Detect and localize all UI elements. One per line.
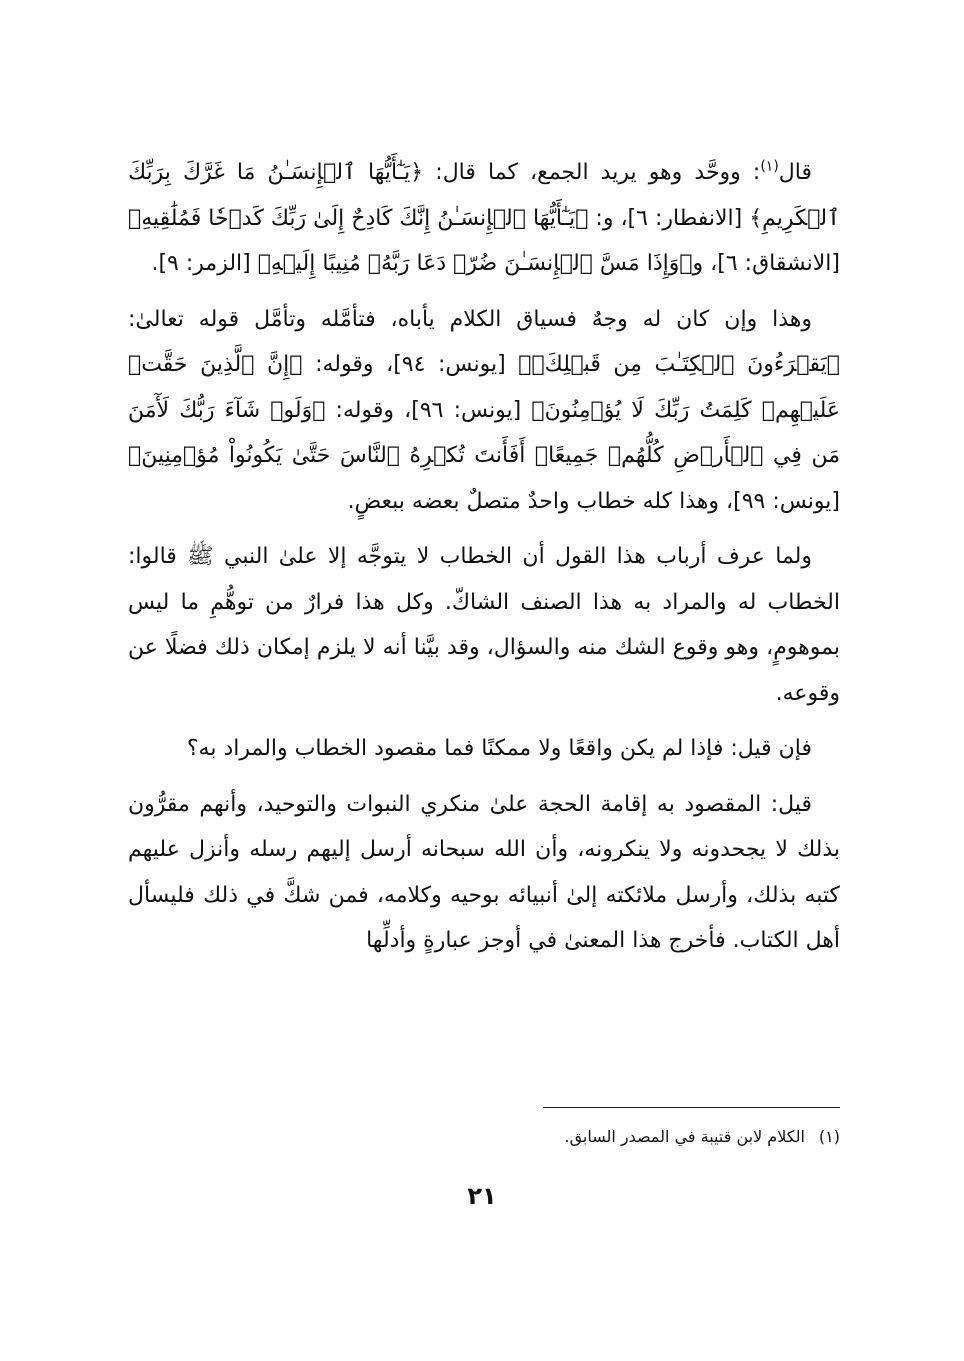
- footnote-reference[interactable]: (١): [760, 158, 779, 175]
- footnote-divider: [543, 1107, 840, 1108]
- paragraph-1: [128, 150, 840, 287]
- paragraph-2: وهذا وإن كان له وجهٌ فسياق الكلام يأباه، فتأمَّله وتأمَّل قوله تعالىٰ: ﴿يَقۡرَءُونَ ٱلۡكِتَـٰبَ مِن قَبۡلِكَۚ﴾ [يونس: ٩٤]، وقوله: ﴿إِنَّ ٱلَّذِينَ حَقَّتۡ عَلَيۡهِمۡ كَلِمَتُ رَبِّكَ لَا يُؤۡمِنُونَ﴾ [يونس: ٩٦]، وقوله: ﴿وَلَوۡ شَآءَ رَبُّكَ لَأٓمَنَ مَن فِي ٱلۡأَرۡضِ كُلُّهُمۡ جَمِيعًاۚ أَفَأَنتَ تُكۡرِهُ ٱلنَّاسَ حَتَّىٰ يَكُونُواْ مُؤۡمِنِينَ﴾ [يونس: ٩٩]، وهذا كله خطاب واحدٌ متصلٌ بعضه ببعضٍ.: [128, 306, 840, 514]
- main-text: [128, 150, 840, 974]
- paragraph-3: ولما عرف أرباب هذا القول أن الخطاب لا يتوجَّه إلا علىٰ النبي ﷺ قالوا: الخطاب له والمراد به هذا الصنف الشاكّ. وكل هذا فرارٌ من توهُّمِ ما ليس بموهومٍ، وهو وقوع الشك منه والسؤال، وقد بيَّنا أنه لا يلزم إمكان ذلك فضلًا عن وقوعه.: [128, 544, 840, 706]
- paragraph-4: فإن قيل: فإذا لم يكن واقعًا ولا ممكنًا فما مقصود الخطاب والمراد به؟: [186, 736, 812, 761]
- paragraph-1-prefix: قال: [778, 160, 812, 185]
- footnote-number: (١): [818, 1127, 840, 1146]
- paragraph-1-text: : ووحَّد وهو يريد الجمع، كما قال: ﴿يَـٰٓأَيُّهَا ٱلۡإِنسَـٰنُ مَا غَرَّكَ بِرَبِّكَ ٱلۡكَرِيمِ﴾ [الانفطار: ٦]، و: ﴿يَـٰٓأَيُّهَا ٱلۡإِنسَـٰنُ إِنَّكَ كَادِحٌ إِلَىٰ رَبِّكَ كَدۡحٗا فَمُلَٰقِيهِ﴾ [الانشقاق: ٦]، و﴿وَإِذَا مَسَّ ٱلۡإِنسَـٰنَ ضُرّٞ دَعَا رَبَّهُۥ مُنِيبًا إِلَيۡهِ﴾ [الزمر: ٩].: [128, 160, 840, 276]
- paragraph-5: قيل: المقصود به إقامة الحجة علىٰ منكري النبوات والتوحيد، وأنهم مقرُّون بذلك لا يجحدونه ولا ينكرونه، وأن الله سبحانه أرسل إليهم رسله وأنزل عليهم كتبه بذلك، وأرسل ملائكته إلىٰ أنبيائه بوحيه وكلامه، فمن شكَّ في ذلك فليسأل أهل الكتاب. فأخرج هذا المعنىٰ في أوجز عبارةٍ وأدلِّها: [128, 791, 840, 953]
- footnote-text: الكلام لابن قتيبة في المصدر السابق.: [564, 1127, 805, 1146]
- footnote: [400, 1124, 840, 1150]
- page-number: ٢١: [467, 1182, 497, 1210]
